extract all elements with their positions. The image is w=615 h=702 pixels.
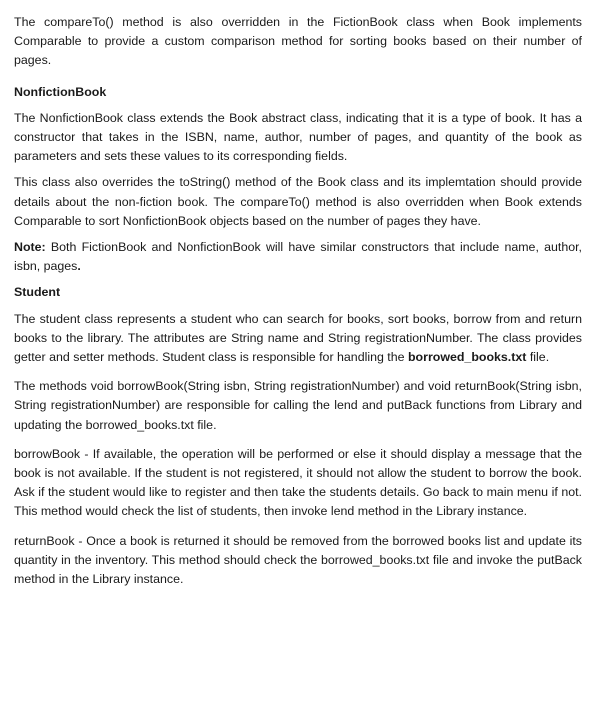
student-text-end: file. [526, 350, 550, 365]
student-file-name: borrowed_books.txt [407, 350, 527, 365]
paragraph-borrowbook: borrowBook - If available, the operation will be performed or else it should display a message that the book is not available. If the student is not registered, it should not allow the student to borrow the book. Ask if the student would like to register and then take the students details. Go back to main menu if not. This method would check the list of students, then invoke lend method in the Library instance. [14, 446, 582, 519]
paragraph-compareto-fiction: The compareTo() method is also overridden in the FictionBook class when Book implements Comparable to provide a custom comparison method for sorting books based on their number of pages. [14, 15, 582, 68]
paragraph-student-class [14, 310, 582, 368]
note-end: . [77, 259, 81, 274]
note-text: Both FictionBook and NonfictionBook will have similar constructors that include name, author, isbn, pages [14, 240, 582, 274]
heading-nonfictionbook: NonfictionBook [14, 84, 107, 99]
paragraph-borrow-return-methods: The methods void borrowBook(String isbn, String registrationNumber) and void returnBook(String isbn, String registrationNumber) are responsible for calling the lend and putBack functions from Library and updating the borrowed_books.txt file. [14, 379, 582, 432]
note-label: Note: [14, 240, 46, 255]
student-text: The student class represents a student who can search for books, sort books, borrow from and return books to the library. The attributes are String name and String registrationNumber. The class provides getter and setter methods. Student class is responsible for handling the [14, 311, 582, 365]
paragraph-nonfiction-constructor: The NonfictionBook class extends the Book abstract class, indicating that it is a type of book. It has a constructor that takes in the ISBN, name, author, number of pages, and quantity of the book as parameters and sets these values to its corresponding fields. [14, 110, 582, 164]
paragraph-nonfiction-tostring: This class also overrides the toString() method of the Book class and its implemtation should provide details about the non-fiction book. The compareTo() method is also overridden when Book extends Comparable to sort NonfictionBook objects based on the number of pages they have. [14, 175, 582, 228]
paragraph-note [14, 238, 582, 276]
heading-student: Student [14, 285, 61, 300]
paragraph-returnbook: returnBook - Once a book is returned it should be removed from the borrowed books list and update its quantity in the inventory. This method should check the borrowed_books.txt file and invoke the putBack method in the Library instance. [14, 533, 582, 587]
